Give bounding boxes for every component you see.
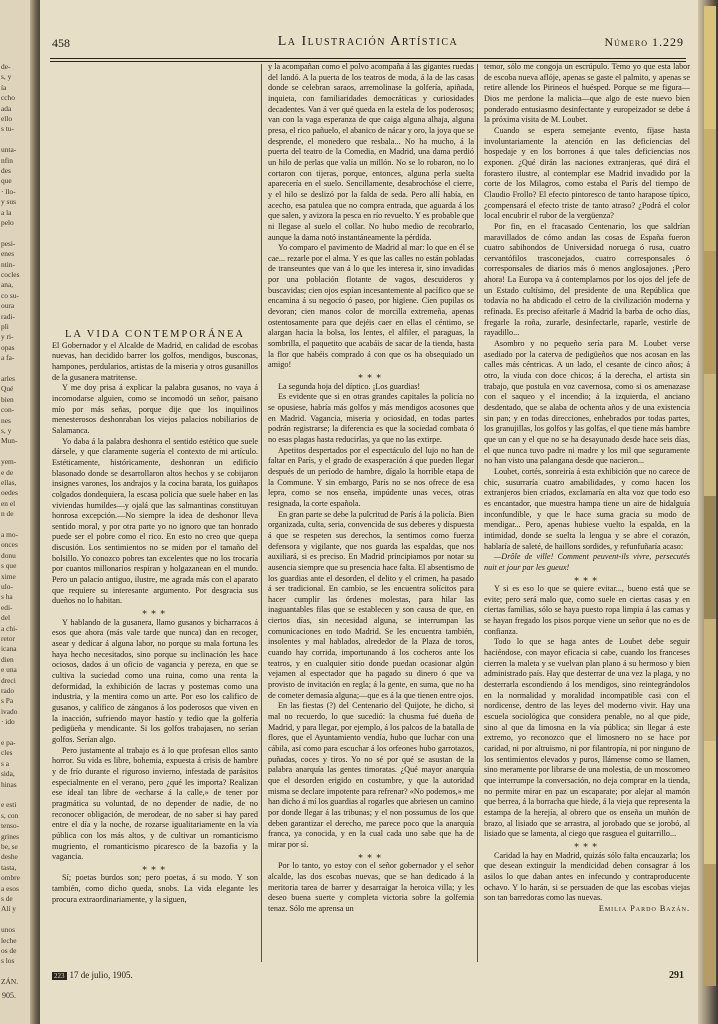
left-page-text-fragment: pli bbox=[1, 322, 9, 331]
footer-date: 17 de julio, 1905. bbox=[69, 970, 133, 980]
paragraph: Por lo tanto, yo estoy con el señor gobernador y el señor alcalde, las dos escobas nuevas, que se han dedicado á la meritoria tarea de barrer y desarraigar la heroica villa; y les deseo buena suerte y completa victoria sobre la golfemia tenaz. Sólo me aprensa un bbox=[268, 861, 474, 913]
paragraph: Asombro y no pequeño sería para M. Loubet verse asediado por la caterva de pedigüeños que nos acosan en las calles más céntricas. A un lado, el cesante de cinco años; á otro, la viuda con doce chicos; á la derecha, el artista sin trabajo, que postula en voz cavernosa, como si os amenazase con el saqueo y el incendio; á la izquierda, el anciano desdentado, que se alaba de ochenta años y de una existencia sin pan; y en todas direcciones, enhebrados por todas partes, los granujillas, los golfos y las golfas, el que tiene más hambre que un can y el que no se ha desayunado desde hace seis días, el que nunca tuvo padre ni madre y los mil que seguramente no han visto una palangana desde que nacieron... bbox=[484, 339, 690, 466]
left-page-text-fragment: pelo bbox=[1, 218, 14, 227]
left-page-text-fragment: be, se bbox=[1, 842, 18, 851]
section-ornament: ∗∗∗ bbox=[573, 573, 601, 584]
left-page-text-fragment: radi- bbox=[1, 311, 15, 321]
section-ornament: ∗∗∗ bbox=[573, 839, 601, 850]
left-page-text-fragment: ada bbox=[1, 103, 12, 113]
section-ornament: ∗∗∗ bbox=[357, 371, 385, 382]
left-page-text-fragment: enes bbox=[1, 249, 15, 259]
publication-title: La Ilustración Artística bbox=[277, 34, 459, 49]
running-header bbox=[52, 20, 684, 50]
paragraph: Caridad la hay en Madrid, quizás sólo falta encauzarla; los que desean extinguir la mendicidad deben consagrar á los asilos lo que daban antes en infecundo y contraproducente ochavo. Y lo harán, si se persuaden de que las escobas viejas son tan barredoras como las nuevas. bbox=[484, 850, 690, 903]
paragraph: Pero justamente al trabajo es á lo que profesan ellos santo horror. Su vida es libre, bohemia, expuesta á crisis de hambre y de frío durante el riguroso invierno, infestada de parásitos especialmente en el verano, pero ¿qué les importa? Realizan ese ideal tan libre de «echarse á la calle,» de tener por pragmática su voluntad, de no depender de nadie, de no reconocer obligación, de merodear, de no saber si hay pared entre el día y la noche, de rozarse igualitariamente en la vía pública con los más altos, y de cultivar un romanticismo mugriento, el romanticismo picaresco de la bazofia y la vagancia. bbox=[52, 745, 258, 862]
left-page-text-fragment: e pa- bbox=[1, 738, 16, 747]
issue-number: Número 1.229 bbox=[604, 35, 684, 49]
left-page-text-fragment: s a bbox=[1, 758, 10, 768]
left-page-text-fragment: ello bbox=[1, 114, 13, 123]
left-page-text-fragment: n de bbox=[1, 509, 14, 519]
page bbox=[40, 0, 698, 1024]
left-page-text-fragment: y ri- bbox=[1, 332, 14, 342]
paragraph: Apetitos despertados por el espectáculo del lujo no han de faltar en París, y el grado de exasperación á que pueden llegar después de un período de hambre, dígalo la horrible etapa de la Commune. Y sin embargo, París no se nos ofrece de esa lepra, como se nos enseña, impúdente unas veces, otras resignada, la corte española. bbox=[268, 445, 474, 508]
left-page-margin bbox=[0, 0, 34, 1024]
left-page-text-fragment: dien bbox=[1, 654, 14, 664]
left-page-text-fragment: xime bbox=[1, 571, 16, 581]
left-page-text-fragment: ombre bbox=[1, 873, 20, 883]
left-page-text-fragment: oura bbox=[1, 301, 15, 311]
book-gutter bbox=[30, 0, 40, 1024]
left-page-text-fragment: grines bbox=[1, 831, 20, 841]
left-page-text-fragment: e de bbox=[1, 467, 14, 477]
left-page-text-fragment: dreci bbox=[1, 675, 16, 685]
section-title: LA VIDA CONTEMPORÁNEA bbox=[64, 329, 246, 340]
left-page-text-fragment: leche bbox=[1, 935, 17, 945]
left-page-text-fragment: ana, bbox=[1, 280, 14, 290]
left-page-text-fragment: que bbox=[1, 176, 12, 186]
left-page-text-fragment: · ido bbox=[1, 717, 15, 727]
left-page-text-fragment: s tu- bbox=[1, 124, 14, 134]
left-page-text-fragment: tenso- bbox=[1, 821, 20, 831]
paragraph: Sí; poetas burdos son; pero poetas, á su modo. Y son también, como dicho queda, snobs. La vida elegante les procura extraordinariamente, y la siguen, bbox=[52, 873, 258, 904]
paragraph: temor, sólo me congoja un escrúpulo. Temo yo que esta labor de escoba nueva aflóje, apenas se gaste el palmito, y apenas se retire allende los Pirineos el huésped. Porque se me figura—Dios me perdone la malicia—que algo de este nuevo bien ponderado entusiasmo desinfectante y europeizador se debe á la próxima visita de M. Loubet. bbox=[484, 62, 690, 125]
paragraph: En las fiestas (?) del Centenario del Quijote, he dicho, si mal no recuerdo, lo que sucedió: la chusma fué dueña de Madrid, y para llegar, por ejemplo, á los palcos de la batalla de flores, que el Ayuntamiento vendía, hubo que luchar con una cábila, así como para escuchar á los orfeones hubo garrotazos, puñadas, coces y tiros. Yo no sé por qué se asustan de la palabra anarquía las gentes timoratas. ¿Qué mayor anarquía que el desorden erigido en costumbre, y que la autoridad misma se declare impotente para refrenar? «No podemos,» me han dicho á mí los guardias al rogarles que abriesen un camino por donde llegar á las tribunas; y el non possumus de los que deben garantizar el derecho, me parece poco que la anarquía franca, ya conocida, y en la cual cada uno sabe que ha de mirar por sí. bbox=[268, 701, 474, 849]
paragraph: Y me doy prisa á explicar la palabra gusanos, no vaya á incomodarse alguien, como se incomodó un señor, paisano mío por más señas, porque dije que los inquilinos menesterosos deshonraban los viejos palacios nobiliarios de Salamanca. bbox=[52, 383, 258, 435]
left-page-text-fragment: s que bbox=[1, 561, 17, 571]
left-page-text-fragment: donu bbox=[1, 550, 16, 560]
left-page-text-fragment: deshe bbox=[1, 852, 18, 862]
left-page-text-fragment: Mun- bbox=[1, 436, 18, 446]
left-page-text-fragment: s, y bbox=[1, 426, 12, 435]
left-page-text-fragment: rado bbox=[1, 686, 15, 695]
column-1 bbox=[52, 62, 258, 905]
left-page-text-fragment: ccho bbox=[1, 93, 15, 103]
left-page-text-fragment: con- bbox=[1, 405, 15, 415]
paragraph: Yo daba á la palabra deshonra el sentido estético que suele dársele, y que claramente sugería el contexto de mi artículo. Estéticamente, históricamente, deshonran un edificio blasonado donde se desarrollaron altos hechos y se cobijaron insignes varones, los andrajos y la cocina barata, los guiñapos colgados dondequiera, la escasa policía que suele haber en las viviendas humildes—y ojalá que las salmantinas constituyan honrosa excepción.—No siempre la idea de deshonor lleva sentido moral, y por otra parte yo no ignoro que tan honrado puede ser el pobre como el rico. En esto no creo que quepa discusión. Los sentimientos no se miden por el tamaño del bolsillo. Yo conozco pobres tan excelentes que no los trocaría por cuantos millonarios respiran y holgazanean en el mundo. Pero un palacio antiguo, ilustre, me agrada más con el aparato que requiere su interesante argumento. Por desgracia sus dueños no lo habitan. bbox=[52, 436, 258, 606]
left-page-text-fragment: edi- bbox=[1, 602, 13, 612]
left-page-text-fragment: de- bbox=[1, 62, 11, 71]
right-page-edge bbox=[698, 0, 718, 1024]
page-number: 458 bbox=[52, 36, 70, 50]
left-page-text-fragment: nfin bbox=[1, 155, 13, 165]
author-signature: Emilia Pardo Bazán. bbox=[598, 903, 690, 913]
left-page-text-fragment: ía bbox=[1, 82, 7, 92]
left-page-text-fragment: sida, bbox=[1, 769, 15, 779]
left-page-text-fragment: onces bbox=[1, 540, 18, 550]
section-ornament: ∗∗∗ bbox=[141, 862, 169, 873]
left-page-text-fragment: a chi- bbox=[1, 623, 18, 633]
left-page-text-fragment: oedes bbox=[1, 488, 18, 498]
left-page-text-fragment: ivado bbox=[1, 706, 18, 716]
left-page-text-fragment: a mo- bbox=[1, 530, 19, 539]
left-page-text-fragment: opas bbox=[1, 342, 15, 352]
left-page-text-fragment: s, y bbox=[1, 72, 12, 82]
left-page-text-fragment: ntin- bbox=[1, 259, 15, 269]
paragraph: La segunda hoja del díptico. ¡Los guardias! bbox=[278, 381, 421, 391]
left-page-text-fragment: unos bbox=[1, 925, 15, 935]
left-page-text-fragment: ZÁN. bbox=[1, 977, 19, 987]
section-ornament: ∗∗∗ bbox=[141, 607, 169, 618]
left-page-text-fragment: os de bbox=[1, 946, 17, 955]
left-page-text-fragment: e una bbox=[1, 665, 17, 675]
left-page-text-fragment: bien bbox=[1, 394, 14, 404]
left-page-text-fragment: y sus bbox=[1, 197, 16, 207]
left-page-text-fragment: s ha bbox=[1, 592, 13, 602]
left-page-text-fragment: e esti bbox=[1, 800, 17, 810]
left-page-text-fragment: s Pa bbox=[1, 696, 14, 706]
left-page-text-fragment: co su- bbox=[1, 290, 19, 300]
left-page-text-fragment: del bbox=[1, 613, 11, 623]
left-page-text-fragment: arles bbox=[1, 374, 15, 383]
left-page-text-fragment: cocles bbox=[1, 270, 20, 279]
footer-left bbox=[52, 970, 133, 980]
left-page-text-fragment: a esos bbox=[1, 883, 19, 893]
left-page-text-fragment: hinas bbox=[1, 779, 17, 789]
paragraph: Y si es eso lo que se quiere evitar..., bueno está que se evite; pero será malo que, como suele en ciertas casas y en ciertas familias, sólo se haya puesto ropa limpia á las camas y se hayan fregado los pisos porque viene un señor que no es de confianza. bbox=[484, 584, 690, 636]
paragraph: En gran parte se debe la pulcritud de París á la policía. Bien organizada, culta, seria, convencida de sus deberes y dispuesta á que se respeten sus derechos, la sentimos como fuerza defensora y vigilante, que nos guarda las espaldas, que nos auxiliará, si es preciso. En Madrid principiamos por notar su ausencia siempre que su presencia hace falta. El absentismo de los guardias ante el desorden, el delito y el crimen, ha pasado á ser tradicional. En cambio, se les encuentra solícitos para hacer cumplir las órdenes molestas, para hilar las inaguantables filas que se establecen y son causa de que, en ciertos días, sin necesidad alguna, se interrumpan las comunicaciones en todo Madrid. Se les encuentra también, insolentes y mal hablados, alrededor de la Plaza de toros, cuando hay corrida, importunando á los cocheros ante los teatros, y en cualquier sitio donde puedan ocasionar algún vejamen al espectador que ha pagado su dinero ó que va provisto de invitación en regla; á la gente, en suma, que no ha de cometer demasía alguna;—que es á la que tienen entre ojos. bbox=[268, 509, 474, 700]
paragraph-quote: —Drôle de ville! Comment peuvent-ils vivre, persecutés nuit et jour par les gueux! bbox=[484, 552, 690, 572]
left-page-text-fragment: icana bbox=[1, 644, 17, 654]
section-ornament: ∗∗∗ bbox=[357, 850, 385, 861]
left-page-text-fragment: pesi- bbox=[1, 238, 16, 248]
column-rule-1 bbox=[261, 64, 262, 962]
paragraph: Es evidente que si en otras grandes capitales la policía no se opusiese, habría más golfos y más mendigos acosones que en Madrid. Vagancia, miseria y ociosidad, en todas partes podrán registrarse; la diferencia es que la sociedad combata ó no esas plagas hasta reducirlas, ya que no las extirpe. bbox=[268, 392, 474, 444]
column-1-upper-space bbox=[52, 62, 258, 330]
left-page-text-fragment: nes bbox=[1, 415, 11, 425]
left-page-text-fragment: ellas, bbox=[1, 478, 17, 487]
paragraph: El Gobernador y el Alcalde de Madrid, en calidad de escobas nuevas, han decidido barrer los golfos, mendigos, busconas, hampones, perdularios, artistas de la miseria y otros gusanillos de la gusanera matritense. bbox=[52, 340, 258, 382]
volume-marker: 223 bbox=[54, 972, 65, 980]
paragraph: Y hablando de la gusanera, llamo gusanos y bicharracos á esos que ahora (más vale tarde que nunca) dan en recoger, asear y dedicar á alguna labor, no porque su mala fortuna les haya hecho necesitados, sino porque su inclinación les hace ociosos, dados á un oficio de vagancia y pereza, en que se cultiva la suciedad como una ruina, como una renta la deformidad, la exhibición de lacras y postemas como una industria, y la mentira como un arte. Por eso los califico de gusanos, y califico de zánganos á los poderosos que viven en la inacción, sufriendo mayor hastío y tedio que la golfería pedigüeña y mendicante. Si los golfos trabajasen, no serían golfos. Serían algo. bbox=[52, 617, 258, 744]
paragraph: Cuando se espera semejante evento, fíjase hasta involuntariamente la atención en las deficiencias del hospedaje y en los borrones á que tales deficiencias nos exponen. ¿Qué dirán las naciones extranjeras, qué dirá el forastero ilustre, al contemplar ese Madrid invadido por la corte de los Milagros, como estaba el París del tiempo de Claudio Frollo? El efecto pintoresco de tanto harapose típico, ¿compensará el efecto triste de tanto atraso? ¿Podrá el color local encubrir el rubor de la vergüenza? bbox=[484, 125, 690, 221]
left-page-text-fragment: en el bbox=[1, 498, 16, 508]
column-2 bbox=[268, 62, 474, 915]
folio-number: 291 bbox=[669, 970, 684, 981]
left-page-text-fragment: retor bbox=[1, 634, 15, 643]
paragraph: Por fin, en el fracasado Centenario, los que saldrían maravillados de cómo andan las cosas de España fueron cuatro sabihondos de Universidad noruega ó rusa, cuatro cervantófilos trasconejados, cuatro corresponsales ó corresponsales de diarios más ó menos anglosajones. ¡Pero ahora! La Europa va á contemplarnos por los ojos del jefe de un Estado cultísimo, del presidente de una República que todavía no ha abdicado el cetro de la civilización moderna y refinada. Es preciso afeitarle á Madrid la barba de ocho días, fregarle la roña, zurarle, desinfectarle, raparle, vestirle de rayadillo... bbox=[484, 221, 690, 338]
left-page-text-fragment: Alí y bbox=[1, 904, 16, 914]
header-rule bbox=[50, 58, 686, 59]
left-page-text-fragment: s de bbox=[1, 894, 13, 903]
page-footer bbox=[52, 970, 684, 984]
column-3 bbox=[484, 62, 690, 915]
paragraph: Todo lo que se haga antes de Loubet debe seguir haciéndose, con mayor eficacia si cabe, cuando los franceses cierren la maleta y se vuelvan plan plano á su hermoso y bien administrado país. Hay que desterrar de una vez la plaga, y no desterrarla escondiendo á los mendigos, sino reintegrándolos en la normalidad y moralidad incompatible casi con el nordicense, dentro de las leyes del moderno vivir. Hay una escuela sociológica que considera penable, no al que pide, sino al que da limosna en la vía pública; sin llegar á este extremo, yo reconozco que el limosnero no se hace por caridad, ni por altruismo, ni por filantropía, ni por ninguno de los sentimientos elevados y puros, llámense como se llamen, sino meramente por librarse de una molestia, de un moscomeo que interrumpe la conversación, no deja comprar en la tienda, no permite mirar en paz un escaparate; por alejar al mamón que berrea, á la borracha que hiede, á la vieja que representa la estampa de la herejía, al obrero que os enseña un muñón de brazo, al lisiado que se arrastra, al jorobado que se jorobó, al lisiado que se lamenta, al ciego que rasguea el guitarrillo... bbox=[484, 637, 690, 839]
paragraph: Loubet, cortés, sonreiría á esta exhibición que no carece de chic, susurraría cuatro amabilidades, y como hacen los extranjeros bien criados, exclamaría en alta voz que todo eso es encantador, que muestra hampa tiene un aire de hidalguía inconfundible, y que le hace suma gracia su modo de mendigar... Pero, apenas hubiese vuelto la espalda, en la intimidad, donde se suelta la lengua y se abre el corazón, hablaría de saleté, de haillons sordides, y refunfuñaría acaso: bbox=[484, 466, 690, 551]
scan-color-calibration-bar bbox=[704, 6, 716, 986]
left-page-text-fragment: Qué bbox=[1, 384, 14, 394]
left-page-footer-fragment: 905. bbox=[2, 991, 16, 1000]
left-page-text-fragment: · llo- bbox=[1, 186, 16, 196]
left-page-text-fragment: ulo- bbox=[1, 582, 13, 591]
paragraph: Yo comparo el pavimento de Madrid al mar: lo que en él se cae... rezarle por el alma. Y es que las calles no están pobladas de transeuntes que van á lo que les interesa ir, sino invadidas por una población flotante de vagos, descuideros y buscavidas; cien ojos espían incesantemente al pacífico que se encamina á su negocio ó paseo, por higiene. Cien pupilas os devoran; cien manos color de morcilla extremeña, apenas ostentosamente para que dejéis caer en ellas el céntimo, se alargan hacia la bolsa, los lentes, el alfiler, el paraguas, la sombrilla, el paquetito que acabáis de sacar de la tienda, hasta la flor que habéis comprado á con que os ha obsequiado un amigo! bbox=[268, 243, 474, 370]
left-page-text-fragment: tasta, bbox=[1, 862, 17, 872]
paragraph: y la acompañan como el polvo acompaña á las gigantes ruedas del landó. A la puerta de los teatros de moda, á la de las casas donde se celebran saraos, arremolinase la golfería, apiñada, inquieta, con familiaridades democráticas y curiosidades decadentes. Van á ver qué queda en la estela de los poderosos; van con la vaga esperanza de que caiga alguna alhaja, alguna presa, el rico pañuelo, el abanico de nácar y oro, la joya que se desprende, el monedero que resbala... No ha mucho, á la puerta del teatro de la Comedia, en Madrid, una dama perdió un hilo de perlas que valía un millón. No se lo robaron, no lo cortaron con tijeras, porque, entonces, alguna perla suelta aparecería en el suelo. Sencillamente, desabrochóse el cierre, y el hilo se deslizó por la falda de seda. Pero allí había, en acecho, esa patulea que no compra entrada, que aguarda á los que salen, y avizora la pesca en río revuelto. Y es probable que ni llegase al suelo el collar. No hubo medio de recobrarlo, aunque la dama notó instantáneamente la pérdida. bbox=[268, 62, 474, 242]
left-page-text-fragment: cles bbox=[1, 748, 13, 758]
left-page-text-fragment: s, con bbox=[1, 810, 19, 820]
left-page-text-fragment: a la bbox=[1, 207, 12, 217]
column-rule-2 bbox=[477, 64, 478, 962]
left-page-text-fragment: unta- bbox=[1, 145, 17, 155]
left-page-text-fragment: s los bbox=[1, 956, 15, 966]
left-page-text-fragment: des bbox=[1, 166, 11, 175]
left-page-text-fragment: yem- bbox=[1, 457, 17, 467]
left-page-text-fragment: a fa- bbox=[1, 353, 15, 363]
